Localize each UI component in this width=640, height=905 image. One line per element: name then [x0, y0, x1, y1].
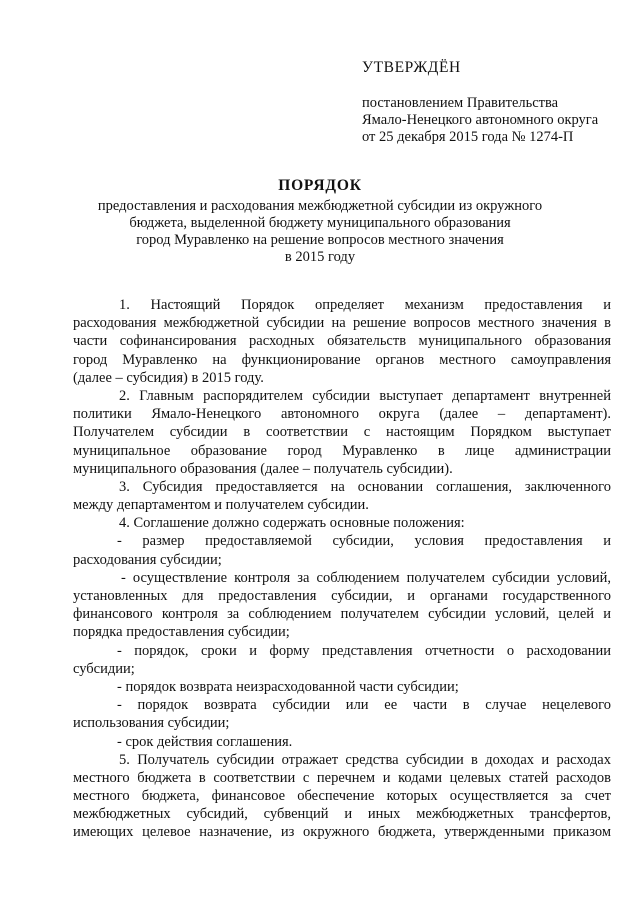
- body-line: местного бюджета в соответствии с перечнем и кодами целевых статей расходов: [73, 769, 611, 786]
- subtitle-line: в 2015 году: [284, 249, 356, 265]
- body-line: установленных для предоставления субсидии, и органами государственного: [73, 588, 611, 604]
- subtitle-line: бюджета, выделенной бюджету муниципального образования: [129, 215, 511, 231]
- body-line: город Муравленко на функционирование органов местного самоуправления: [73, 351, 611, 368]
- body-line: расходования межбюджетной субсидии на решение вопросов местного значения в: [73, 315, 611, 332]
- subtitle-line: предоставления и расходования межбюджетной субсидии из окружного: [97, 198, 543, 214]
- body-line: имеющих целевое назначение, из окружного бюджета, утвержденными приказом: [73, 824, 611, 841]
- body-line: финансового контроля за соблюдением получателем субсидии условий, целей и: [73, 606, 611, 623]
- body-line: 1. Настоящий Порядок определяет механизм предоставления и: [119, 297, 611, 313]
- approval-line: постановлением Правительства: [362, 95, 559, 111]
- body-line: 4. Соглашение должно содержать основные положения:: [119, 515, 465, 532]
- body-line: (далее – субсидия) в 2015 году.: [73, 369, 264, 386]
- approval-block: [362, 58, 612, 146]
- body-line: субсидии;: [73, 660, 135, 677]
- approval-line: от 25 декабря 2015 года № 1274-П: [362, 129, 574, 145]
- body-line: - осуществление контроля за соблюдением получателем субсидии условий,: [121, 569, 611, 586]
- body-line: муниципальное образование город Муравленко в лице администрации: [73, 442, 611, 459]
- body-line: 3. Субсидия предоставляется на основании соглашения, заключенного: [119, 478, 611, 495]
- body-line: расходования субсидии;: [73, 551, 222, 568]
- body-line: использования субсидии;: [73, 715, 230, 732]
- body-line: части софинансирования расходных обязательств муниципального образования: [73, 333, 611, 350]
- body-line: между департаментом и получателем субсидии.: [73, 497, 369, 514]
- body-line: - порядок, сроки и форму представления отчетности о расходовании: [117, 642, 611, 659]
- body-line: 5. Получатель субсидии отражает средства субсидии в доходах и расходах: [119, 751, 611, 768]
- body-line: 2. Главным распорядителем субсидии выступает департамент внутренней: [119, 387, 611, 404]
- body-line: порядка предоставления субсидии;: [73, 624, 290, 641]
- body-line: муниципального образования (далее – получатель субсидии).: [73, 460, 453, 477]
- document-subtitle: [60, 198, 580, 266]
- body-line: местного бюджета, финансовое обеспечение которых осуществляется за счет: [73, 788, 611, 805]
- body-line: политики Ямало-Ненецкого автономного округа (далее – департамент).: [73, 406, 611, 423]
- body-line: - порядок возврата субсидии или ее части в случае нецелевого: [117, 697, 611, 714]
- document-title: ПОРЯДОК: [278, 177, 362, 194]
- document-body: [73, 296, 611, 842]
- subtitle-line: город Муравленко на решение вопросов местного значения: [136, 232, 504, 248]
- body-line: - размер предоставляемой субсидии, условия предоставления и: [117, 533, 611, 550]
- body-line: межбюджетных субсидий, субвенций и иных межбюджетных трансфертов,: [73, 806, 611, 823]
- body-line: - срок действия соглашения.: [117, 733, 293, 750]
- body-line: Получателем субсидии в соответствии с настоящим Порядком выступает: [73, 424, 611, 441]
- body-line: - порядок возврата неизрасходованной части субсидии;: [117, 678, 459, 695]
- approval-line: Ямало-Ненецкого автономного округа: [362, 112, 599, 128]
- approval-title: УТВЕРЖДЁН: [362, 59, 461, 76]
